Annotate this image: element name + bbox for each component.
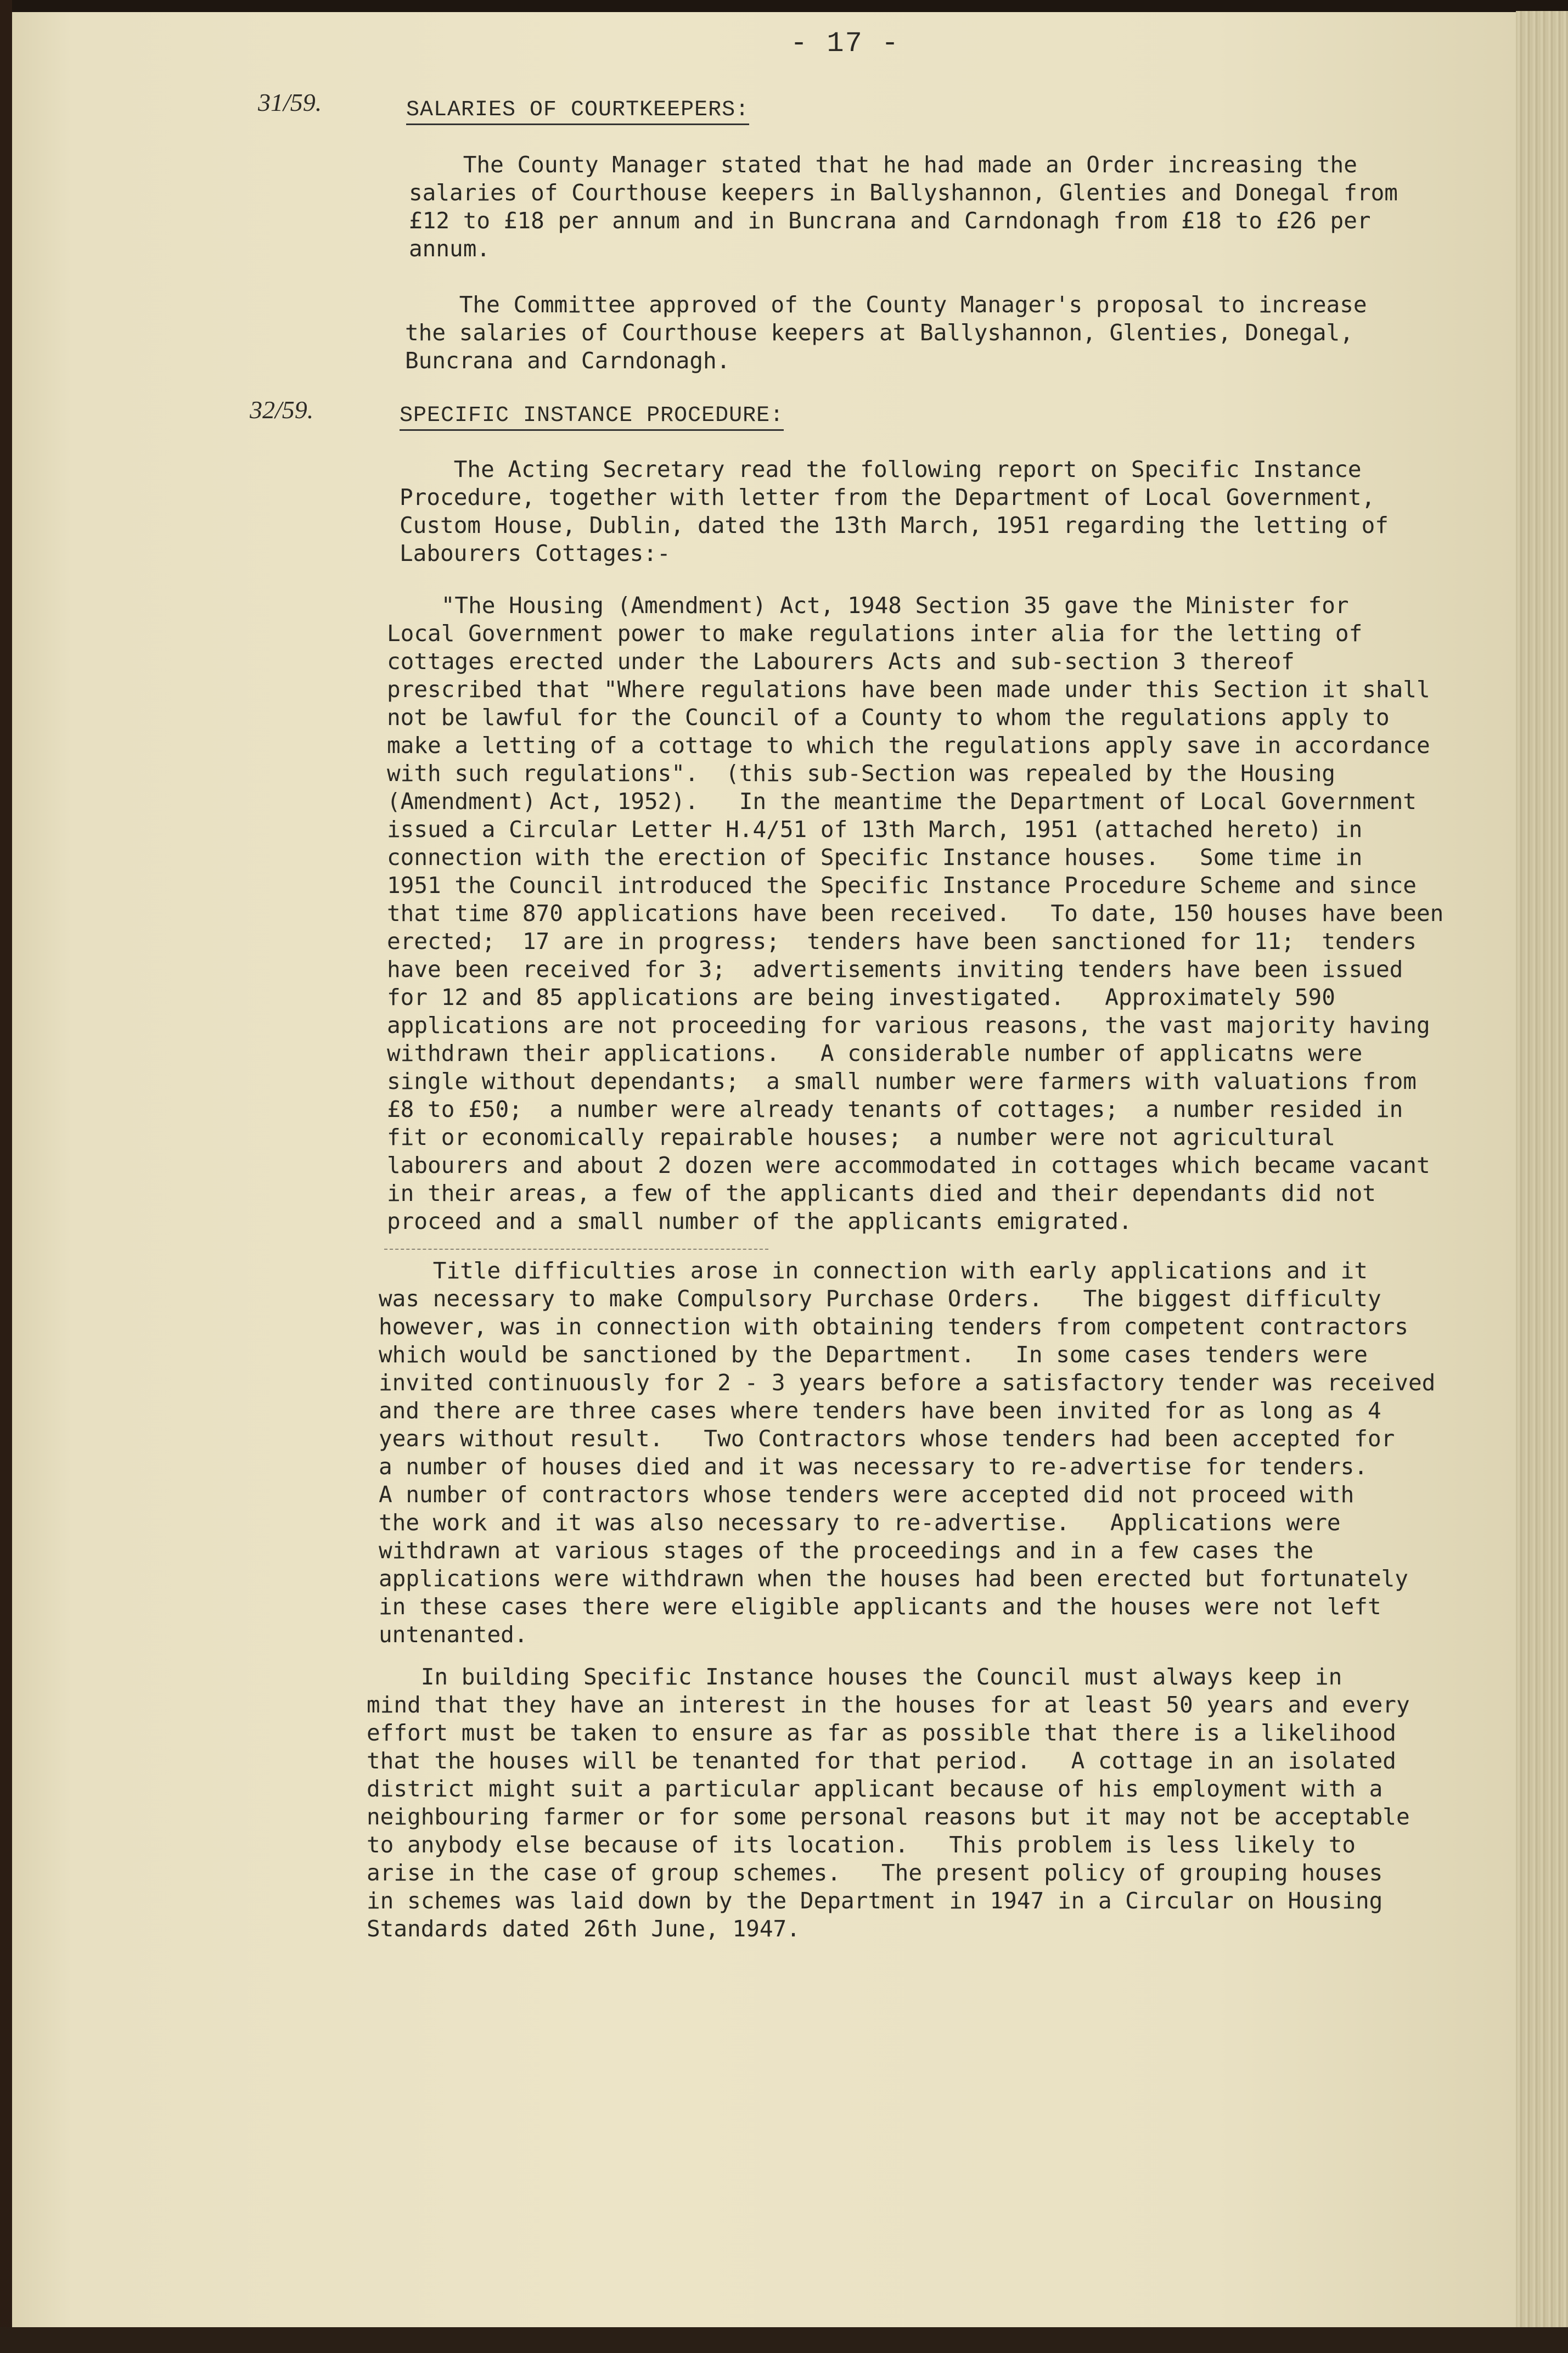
page-number: - 17 -	[790, 27, 900, 60]
section-heading: SALARIES OF COURTKEEPERS:	[406, 98, 749, 125]
minute-number: 32/59.	[250, 396, 314, 424]
paragraph: The Committee approved of the County Manager's proposal to increase the salaries of Courthouse keepers at Ballyshannon, Glenties, Donegal, Buncrana and Carndonagh.	[405, 291, 1367, 374]
paragraph: The Acting Secretary read the following report on Specific Instance Procedure, together with letter from the Department of Local Government, Custom House, Dublin, dated the 13th March, 1951 regarding the letting of Labourers Cottages:-	[400, 456, 1389, 566]
dashed-divider	[384, 1249, 768, 1250]
paragraph: The County Manager stated that he had made an Order increasing the salaries of Courthouse keepers in Ballyshannon, Glenties and Donegal from £12 to £18 per annum and in Buncrana and Carndonagh from £18 to £26 per annum.	[409, 151, 1398, 262]
page-stack-edges	[1516, 11, 1568, 2353]
paragraph: In building Specific Instance houses the Council must always keep in mind that they have an interest in the houses for at least 50 years and every effort must be taken to ensure as far as possible that there is a likelihood that the houses will be tenanted for that period. A cottage in an isolated district might suit a particular applicant because of his employment with a neighbouring farmer or for some personal reasons but it may not be acceptable to anybody else because of its location. This problem is less likely to arise in the case of group schemes. The present policy of grouping houses in schemes was laid down by the Department in 1947 in a Circular on Housing Standards dated 26th June, 1947.	[367, 1664, 1410, 1942]
minute-number: 31/59.	[258, 88, 322, 116]
paragraph: Title difficulties arose in connection with early applications and it was necessary to make Compulsory Purchase Orders. The biggest difficulty however, was in connection with obtaining tenders from competent contractors which would be sanctioned by the Department. In some cases tenders were invited continuously for 2 - 3 years before a satisfactory tender was received and there are three cases where tenders have been invited for as long as 4 years without result. Two Contractors whose tenders had been accepted for a number of houses died and it was necessary to re-advertise for tenders. A number of contractors whose tenders were accepted did not proceed with the work and it was also necessary to re-advertise. Applications were withdrawn at various stages of the proceedings and in a few cases the applications were withdrawn when the houses had been erected but fortunately in these cases there were eligible applicants and the houses were not left untenanted.	[379, 1257, 1436, 1648]
report-quote: "The Housing (Amendment) Act, 1948 Section 35 gave the Minister for Local Government power to make regulations inter alia for the letting of cottages erected under the Labourers Acts and sub-section 3 thereof prescribed that "Where regulations have been made under this Section it shall not be lawful for the Council of a County to whom the regulations apply to make a letting of a cottage to which the regulations apply save in accordance with such regulations". (this sub-Section was repealed by the Housing (Amendment) Act, 1952). In the meantime the Department of Local Government issued a Circular Letter H.4/51 of 13th March, 1951 (attached hereto) in connection with the erection of Specific Instance houses. Some time in 1951 the Council introduced the Specific Instance Procedure Scheme and since that time 870 applications have been received. To date, 150 houses have been erected; 17 are in progress; tenders have been sanctioned for 11; tenders have been received for 3; advertisements inviting tenders have been issued for 12 and 85 applications are being investigated. Approximately 590 applications are not proceeding for various reasons, the vast majority having withdrawn their applications. A considerable number of applicatns were single without dependants; a small number were farmers with valuations from £8 to £50; a number were already tenants of cottages; a number resided in fit or economically repairable houses; a number were not agricultural labourers and about 2 dozen were accommodated in cottages which became vacant in their areas, a few of the applicants died and their dependants did not proceed and a small number of the applicants emigrated.	[387, 592, 1444, 1234]
bottom-border	[0, 2327, 1568, 2353]
binding-edge	[0, 0, 12, 2353]
section-heading: SPECIFIC INSTANCE PROCEDURE:	[400, 403, 784, 431]
